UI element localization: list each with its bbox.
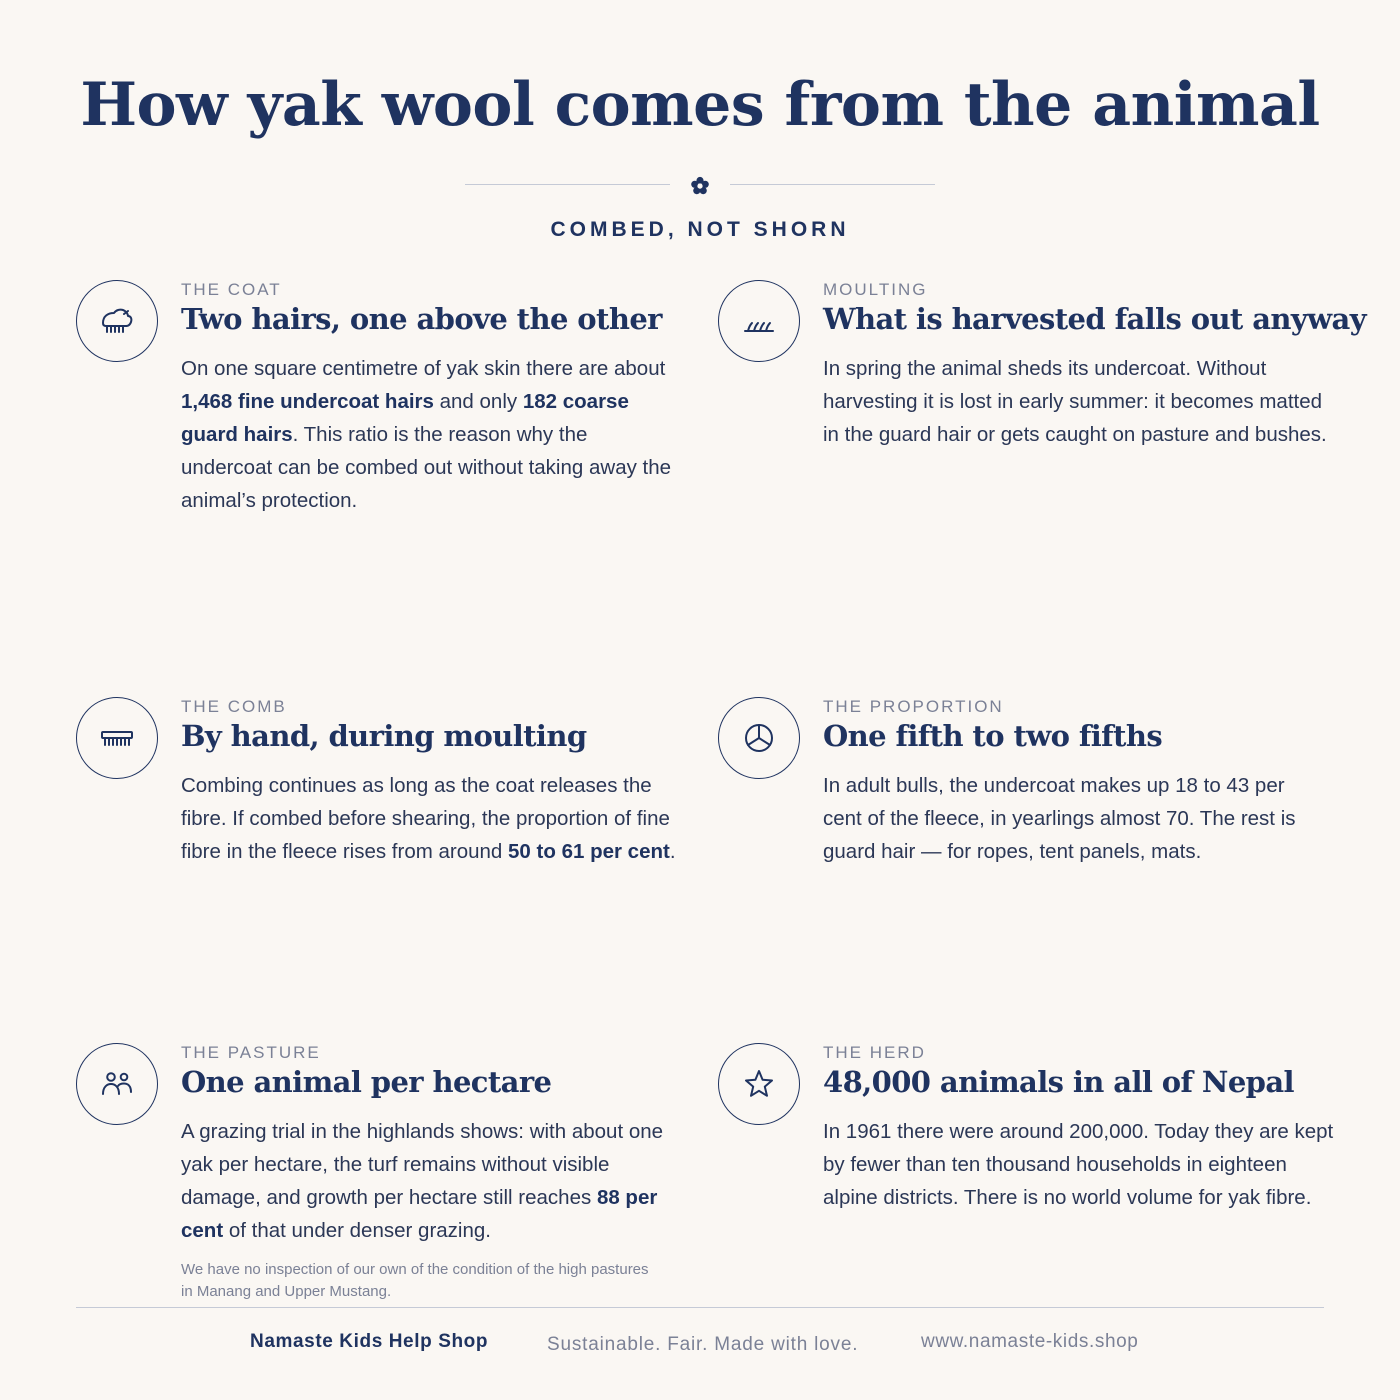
info-card-herd (718, 1043, 1358, 1283)
card-kicker: THE PROPORTION (823, 697, 1004, 716)
card-body (823, 769, 1323, 868)
footer-divider (76, 1307, 1324, 1308)
flower-icon (690, 176, 710, 196)
body-text: In 1961 there were around 200,000. Today they are kept by fewer than ten thousand households in eighteen alpine districts. There is no world volume for yak fibre. (823, 1120, 1334, 1209)
yak-icon (98, 302, 136, 340)
body-text: On one square centimetre of yak skin there are about (181, 357, 666, 380)
card-heading: One fifth to two fifths (823, 719, 1163, 753)
page-title: How yak wool comes from the animal (80, 70, 1320, 140)
title-ornament (465, 172, 935, 198)
highlight-text: 182 coarse guard hairs (181, 390, 629, 446)
footer-shop-name: Namaste Kids Help Shop (250, 1331, 489, 1352)
card-icon-badge (718, 1043, 800, 1125)
footer-website[interactable]: www.namaste-kids.shop (921, 1331, 1139, 1352)
body-text: . This ratio is the reason why the undercoat can be combed out without taking away the animal’s protection. (181, 423, 672, 512)
card-icon-badge (76, 280, 158, 362)
card-body (823, 1115, 1338, 1214)
body-text: In adult bulls, the undercoat makes up 18 to 43 per cent of the fleece, in yearlings almost 70. The rest is guard hair — for ropes, tent panels, mats. (823, 774, 1296, 863)
card-heading: 48,000 animals in all of Nepal (823, 1065, 1294, 1099)
highlight-text: 88 per cent (181, 1186, 658, 1242)
card-kicker: MOULTING (823, 280, 928, 299)
card-body (181, 1115, 681, 1247)
card-kicker: THE HERD (823, 1043, 926, 1062)
card-icon-badge (718, 697, 800, 779)
card-body (181, 769, 681, 868)
grass-icon (740, 302, 778, 340)
ornament-line-right (730, 184, 935, 185)
info-card-moulting (718, 280, 1366, 520)
card-heading: One animal per hectare (181, 1065, 552, 1099)
card-heading: By hand, during moulting (181, 719, 587, 753)
ornament-line-left (465, 184, 670, 185)
people-icon (98, 1065, 136, 1103)
body-text: Combing continues as long as the coat releases the fibre. If combed before shearing, the proportion of fine fibre in the fleece rises from around (181, 774, 670, 863)
card-kicker: THE COMB (181, 697, 287, 716)
highlight-text: 1,468 fine undercoat hairs (181, 390, 434, 413)
card-heading: Two hairs, one above the other (181, 302, 662, 336)
body-text: and only (433, 390, 523, 413)
card-kicker: THE PASTURE (181, 1043, 321, 1062)
body-text: In spring the animal sheds its undercoat. Without harvesting it is lost in early summer: it becomes matted in the guard hair or gets caught on pasture and bushes. (823, 357, 1327, 446)
highlight-text: 50 to 61 per cent (508, 840, 670, 863)
card-footnote: We have no inspection of our own of the condition of the high pastures in Manang and Upper Mustang. (181, 1261, 649, 1300)
body-text: . (669, 840, 676, 863)
comb-icon (98, 719, 136, 757)
card-icon-badge (76, 697, 158, 779)
page-subtitle: COMBED, NOT SHORN (550, 218, 850, 241)
footer-slogan: Sustainable. Fair. Made with love. (547, 1334, 859, 1355)
pie-icon (740, 719, 778, 757)
info-card-proportion (718, 697, 1358, 937)
card-icon-badge (718, 280, 800, 362)
card-kicker: THE COAT (181, 280, 282, 299)
card-heading: What is harvested falls out anyway (823, 302, 1366, 336)
info-card-coat (76, 280, 716, 520)
info-card-comb (76, 697, 716, 937)
card-icon-badge (76, 1043, 158, 1125)
body-text: A grazing trial in the highlands shows: with about one yak per hectare, the turf remains without visible damage, and growth per hectare still reaches (181, 1120, 664, 1209)
info-card-pasture (76, 1043, 716, 1305)
card-body (181, 352, 681, 517)
body-text: of that under denser grazing. (223, 1219, 491, 1242)
card-body (823, 352, 1343, 451)
star-icon (740, 1065, 778, 1103)
